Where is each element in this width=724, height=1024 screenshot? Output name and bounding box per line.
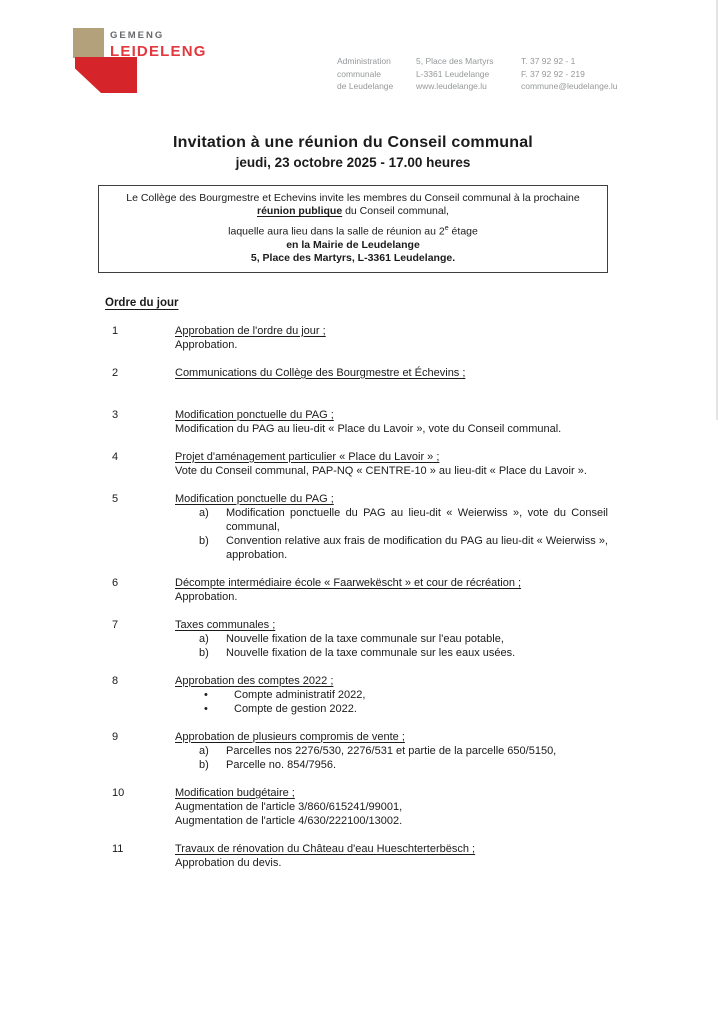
notice-emphasis: réunion publique xyxy=(257,205,343,217)
item-line: Modification du PAG au lieu-dit « Place du Lavoir », vote du Conseil communal. xyxy=(175,422,562,435)
agenda-bullet-item xyxy=(204,688,608,702)
item-title-row xyxy=(175,786,608,800)
subitem-label: a) xyxy=(199,632,209,645)
agenda-item-8 xyxy=(98,674,608,716)
item-number: 1 xyxy=(112,324,119,337)
agenda-subitem xyxy=(199,534,608,562)
item-title-row xyxy=(175,674,608,688)
item-body xyxy=(175,366,608,380)
logo-gemeng-label: GEMENG xyxy=(110,30,165,41)
item-title: Approbation de plusieurs compromis de vente ; xyxy=(175,730,405,743)
subitem-label: a) xyxy=(199,506,209,519)
notice-line-5: 5, Place des Martyrs, L-3361 Leudelange. xyxy=(250,251,456,264)
item-body xyxy=(175,618,608,660)
notice-line-part: étage xyxy=(448,225,478,238)
item-title: Taxes communales ; xyxy=(175,618,276,631)
item-title-row xyxy=(175,730,608,744)
agenda-item-7 xyxy=(98,618,608,660)
item-paragraph: Vote du Conseil communal, PAP-NQ « CENTRE-10 » au lieu-dit « Place du Lavoir ». xyxy=(175,464,587,477)
bullet-text: Compte administratif 2022, xyxy=(234,688,366,701)
notice-line-part: laquelle aura lieu dans la salle de réunion au 2 xyxy=(228,225,445,238)
contact-line: Administration xyxy=(337,56,391,66)
item-number: 3 xyxy=(112,408,119,421)
item-title: Approbation des comptes 2022 ; xyxy=(175,674,334,687)
agenda-subitem xyxy=(199,646,608,660)
item-body xyxy=(175,842,608,870)
item-number: 10 xyxy=(112,786,125,799)
bullet-icon: • xyxy=(204,688,208,701)
agenda-item-3 xyxy=(98,408,608,436)
item-body xyxy=(175,324,608,352)
scan-artifact-line xyxy=(716,0,718,420)
agenda-item-4 xyxy=(98,450,608,478)
agenda-list xyxy=(98,324,608,870)
item-body xyxy=(175,730,608,772)
agenda-subitem xyxy=(199,758,608,772)
item-number: 2 xyxy=(112,366,119,379)
subitem-text: Nouvelle fixation de la taxe communale sur l'eau potable, xyxy=(226,632,504,645)
document-content xyxy=(98,0,608,884)
subitem-text: Convention relative aux frais de modification du PAG au lieu-dit « Weierwiss », approbation. xyxy=(226,534,608,561)
item-line: Approbation. xyxy=(175,338,238,351)
bullet-icon: • xyxy=(204,702,208,715)
agenda-subitem xyxy=(199,632,608,646)
item-body xyxy=(175,674,608,716)
notice-line-4: en la Mairie de Leudelange xyxy=(286,238,420,251)
notice-line-part: du Conseil communal, xyxy=(342,205,449,217)
subitem-text: Nouvelle fixation de la taxe communale sur les eaux usées. xyxy=(226,646,516,659)
item-title-row xyxy=(175,618,608,632)
item-title-row xyxy=(175,366,608,380)
item-body xyxy=(175,492,608,562)
item-body xyxy=(175,786,608,828)
item-body xyxy=(175,408,608,436)
notice-box xyxy=(98,185,608,273)
item-number: 5 xyxy=(112,492,119,505)
item-title: Travaux de rénovation du Château d'eau Hueschterterbësch ; xyxy=(175,842,476,855)
notice-line-3 xyxy=(109,222,597,239)
item-number: 9 xyxy=(112,730,119,743)
agenda-heading: Ordre du jour xyxy=(105,296,179,309)
notice-line-1: Le Collège des Bourgmestre et Echevins invite les membres du Conseil communal à la prochaine xyxy=(126,192,580,204)
subitem-text: Parcelles nos 2276/530, 2276/531 et partie de la parcelle 650/5150, xyxy=(226,744,557,757)
item-title: Projet d'aménagement particulier « Place du Lavoir » ; xyxy=(175,450,440,463)
subitem-label: b) xyxy=(199,646,209,659)
agenda-subitem xyxy=(199,744,608,758)
agenda-item-11 xyxy=(98,842,608,870)
contact-line: de Leudelange xyxy=(337,81,394,91)
agenda-subitem xyxy=(199,506,608,534)
agenda-item-2 xyxy=(98,366,608,380)
agenda-item-1 xyxy=(98,324,608,352)
contact-line: L-3361 Leudelange xyxy=(416,68,490,79)
item-line: Approbation. xyxy=(175,590,238,603)
item-title-row xyxy=(175,408,608,422)
subitem-label: b) xyxy=(199,534,209,547)
item-line: Approbation du devis. xyxy=(175,856,282,869)
subitem-text: Modification ponctuelle du PAG au lieu-dit « Weierwiss », vote du Conseil communal, xyxy=(226,506,608,533)
contact-email: commune@leudelange.lu xyxy=(521,81,618,91)
logo-leideleng-label: LEIDELENG xyxy=(110,43,207,60)
subitem-label: b) xyxy=(199,758,209,771)
contact-line: 5, Place des Martyrs xyxy=(416,56,494,66)
item-title: Décompte intermédiaire école « Faarwekëscht » et cour de récréation ; xyxy=(175,576,522,589)
item-title: Approbation de l'ordre du jour ; xyxy=(175,324,326,337)
bullet-text: Compte de gestion 2022. xyxy=(234,702,357,715)
subitem-label: a) xyxy=(199,744,209,757)
notice-line-2 xyxy=(109,205,597,218)
item-title: Communications du Collège des Bourgmestre et Échevins ; xyxy=(175,366,466,379)
item-title-row xyxy=(175,324,608,338)
item-number: 7 xyxy=(112,618,119,631)
agenda-item-5 xyxy=(98,492,608,562)
item-title-row xyxy=(175,576,608,590)
item-title: Modification budgétaire ; xyxy=(175,786,295,799)
item-title: Modification ponctuelle du PAG ; xyxy=(175,492,334,505)
agenda-item-10 xyxy=(98,786,608,828)
agenda-bullet-item xyxy=(204,702,608,716)
page-subtitle-date: jeudi, 23 octobre 2025 - 17.00 heures xyxy=(235,155,471,170)
contact-website: www.leudelange.lu xyxy=(416,81,487,91)
item-title-row xyxy=(175,842,608,856)
item-title: Modification ponctuelle du PAG ; xyxy=(175,408,334,421)
contact-line: communale xyxy=(337,68,381,79)
item-line: Augmentation de l'article 4/630/222100/13002. xyxy=(175,814,403,827)
item-number: 11 xyxy=(112,842,124,855)
contact-fax: F. 37 92 92 - 219 xyxy=(521,68,585,79)
item-number: 8 xyxy=(112,674,119,687)
item-line: Augmentation de l'article 3/860/615241/99001, xyxy=(175,800,403,813)
notice-superscript: e xyxy=(444,225,449,232)
item-number: 6 xyxy=(112,576,119,589)
item-title-row xyxy=(175,492,608,506)
agenda-item-9 xyxy=(98,730,608,772)
item-title-row xyxy=(175,450,608,464)
page-title: Invitation à une réunion du Conseil communal xyxy=(173,134,533,151)
item-number: 4 xyxy=(112,450,119,463)
subitem-text: Parcelle no. 854/7956. xyxy=(226,758,337,771)
agenda-item-6 xyxy=(98,576,608,604)
item-body xyxy=(175,576,608,604)
item-body xyxy=(175,450,608,478)
contact-phone: T. 37 92 92 - 1 xyxy=(521,56,576,66)
